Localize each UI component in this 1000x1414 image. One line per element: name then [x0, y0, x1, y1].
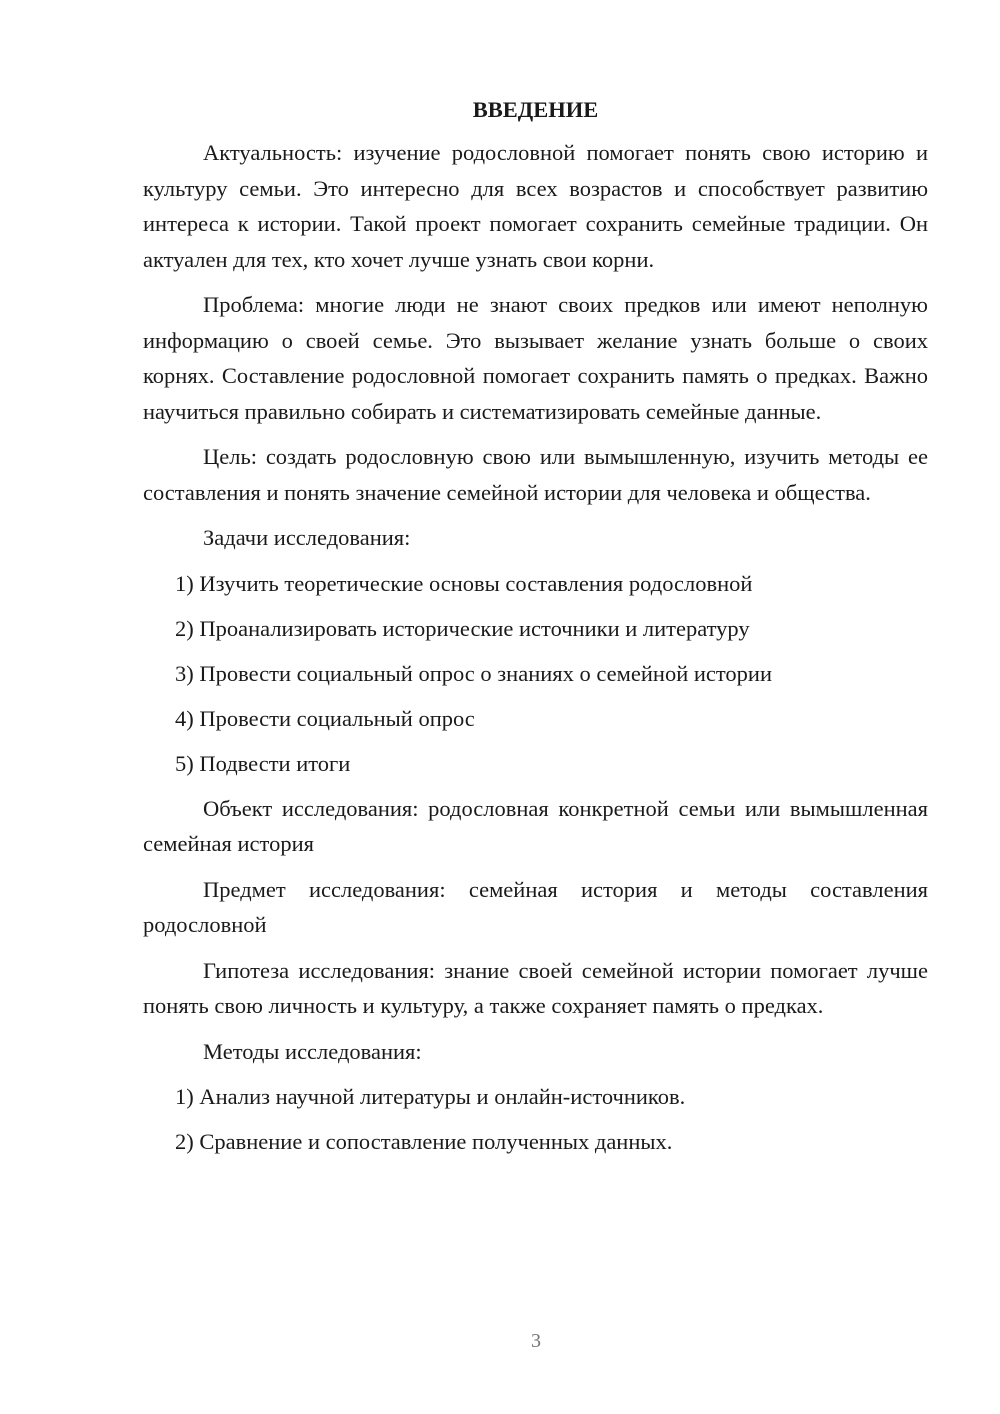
list-item: 1) Анализ научной литературы и онлайн-источников. — [175, 1084, 686, 1109]
hypothesis-paragraph: Гипотеза исследования: знание своей семейной истории помогает лучше понять свою личность и культуру, а также сохраняет память о предках. — [143, 957, 928, 1018]
goal-paragraph: Цель: создать родословную свою или вымышленную, изучить методы ее составления и понять значение семейной истории для человека и общества. — [143, 444, 928, 505]
tasks-label: Задачи исследования: — [203, 525, 411, 550]
object-paragraph: Объект исследования: родословная конкретной семьи или вымышленная семейная история — [143, 795, 928, 856]
subject-paragraph: Предмет исследования: семейная история и методы составления родословной — [143, 876, 928, 937]
relevance-paragraph: Актуальность: изучение родословной помогает понять свою историю и культуру семьи. Это интересно для всех возрастов и способствует развитию интереса к истории. Такой проект помогает сохранить семейные традиции. Он актуален для тех, кто хочет лучше узнать свои корни. — [143, 140, 928, 272]
list-item: 5) Подвести итоги — [175, 750, 351, 776]
methods-list — [143, 1079, 928, 1159]
problem-paragraph: Проблема: многие люди не знают своих предков или имеют неполную информацию о своей семье. Это вызывает желание узнать больше о своих корнях. Составление родословной помогает сохранить память о предках. Важно научиться правильно собирать и систематизировать семейные данные. — [143, 292, 928, 424]
methods-label: Методы исследования: — [203, 1038, 422, 1064]
list-item: 2) Проанализировать исторические источники и литературу — [175, 615, 750, 641]
list-item: 4) Провести социальный опрос — [175, 705, 475, 731]
list-item: 2) Сравнение и сопоставление полученных данных. — [175, 1129, 673, 1154]
list-item: 3) Провести социальный опрос о знаниях о семейной истории — [175, 660, 773, 686]
page-number: 3 — [531, 1330, 541, 1352]
tasks-list — [143, 566, 928, 781]
list-item: 1) Изучить теоретические основы составления родословной — [175, 570, 753, 596]
document-page — [143, 92, 928, 1169]
section-title: ВВЕДЕНИЕ — [472, 97, 599, 122]
